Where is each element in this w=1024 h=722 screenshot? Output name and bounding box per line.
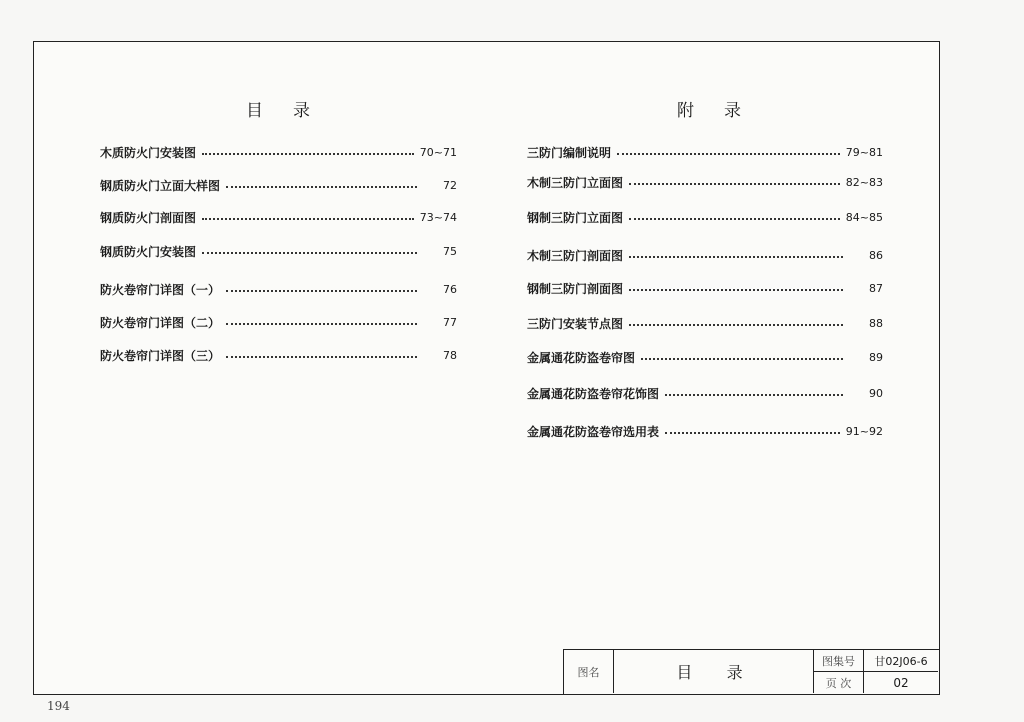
toc-entry[interactable] xyxy=(100,143,457,161)
leader-dots xyxy=(629,256,843,258)
atlas-number-label: 图集号 xyxy=(814,650,864,672)
toc-entry-label: 三防门安装节点图 xyxy=(527,316,624,331)
leader-dots xyxy=(226,186,417,188)
page-order-value: 02 xyxy=(893,675,909,690)
toc-entry-page: 79~81 xyxy=(845,145,883,159)
toc-entry-label: 防火卷帘门详图（一） xyxy=(100,282,221,297)
page-order-label: 页 次 xyxy=(814,672,864,693)
toc-entry[interactable] xyxy=(527,348,883,366)
toc-entry-page: 70~71 xyxy=(419,145,457,159)
toc-entry-label: 钢质防火门剖面图 xyxy=(100,210,197,225)
toc-entry-page: 88 xyxy=(869,316,883,330)
toc-entry-label: 木质防火门安装图 xyxy=(100,145,197,160)
toc-entry-page: 76 xyxy=(443,282,457,296)
toc-entry-label: 防火卷帘门详图（二） xyxy=(100,315,221,330)
leader-dots xyxy=(617,153,840,155)
toc-entry-label: 木制三防门剖面图 xyxy=(527,248,624,263)
right-column-title: 附录 xyxy=(677,101,771,121)
leader-dots xyxy=(665,432,840,434)
drawing-name-value: 目 录 xyxy=(614,650,814,693)
toc-entry-label: 防火卷帘门详图（三） xyxy=(100,348,221,363)
toc-entry-page: 77 xyxy=(443,315,457,329)
toc-entry-label: 金属通花防盗卷帘花饰图 xyxy=(527,386,660,401)
toc-entry-page: 91~92 xyxy=(845,424,883,438)
toc-entry-page: 89 xyxy=(869,350,883,364)
leader-dots xyxy=(629,183,840,185)
toc-entry-label: 钢质防火门立面大样图 xyxy=(100,178,221,193)
toc-entry-page: 78 xyxy=(443,348,457,362)
toc-entry-page: 73~74 xyxy=(419,210,457,224)
drawing-sheet xyxy=(33,41,940,695)
toc-entry[interactable] xyxy=(527,422,883,440)
toc-entry[interactable] xyxy=(527,208,883,226)
toc-entry[interactable] xyxy=(527,173,883,191)
toc-entry-label: 钢质防火门安装图 xyxy=(100,244,197,259)
left-column-title: 目录 xyxy=(246,101,340,121)
leader-dots xyxy=(629,324,843,326)
toc-entry-label: 三防门编制说明 xyxy=(527,145,612,160)
leader-dots xyxy=(202,153,414,155)
leader-dots xyxy=(641,358,843,360)
toc-entry[interactable] xyxy=(527,384,883,402)
toc-entry[interactable] xyxy=(527,279,883,297)
toc-entry[interactable] xyxy=(527,246,883,264)
toc-entry-page: 84~85 xyxy=(845,210,883,224)
toc-entry[interactable] xyxy=(100,313,457,331)
toc-entry[interactable] xyxy=(527,143,883,161)
leader-dots xyxy=(202,252,417,254)
toc-entry-label: 钢制三防门立面图 xyxy=(527,210,624,225)
leader-dots xyxy=(665,394,843,396)
toc-entry[interactable] xyxy=(100,242,457,260)
leader-dots xyxy=(226,356,417,358)
leader-dots xyxy=(629,289,843,291)
toc-entry-page: 72 xyxy=(443,178,457,192)
toc-entry-page: 86 xyxy=(869,248,883,262)
toc-entry-label: 金属通花防盗卷帘选用表 xyxy=(527,424,660,439)
toc-entry[interactable] xyxy=(100,346,457,364)
toc-entry-page: 90 xyxy=(869,386,883,400)
atlas-number-value: 甘02J06-6 xyxy=(864,650,938,672)
leader-dots xyxy=(629,218,840,220)
toc-entry-label: 金属通花防盗卷帘图 xyxy=(527,350,636,365)
book-page-number: 194 xyxy=(47,699,70,713)
toc-entry[interactable] xyxy=(527,314,883,332)
leader-dots xyxy=(202,218,414,220)
toc-entry-page: 87 xyxy=(869,281,883,295)
toc-entry-page: 75 xyxy=(443,244,457,258)
toc-entry-label: 木制三防门立面图 xyxy=(527,175,624,190)
toc-entry[interactable] xyxy=(100,208,457,226)
toc-entry-label: 钢制三防门剖面图 xyxy=(527,281,624,296)
toc-entry[interactable] xyxy=(100,280,457,298)
title-block xyxy=(563,649,940,695)
drawing-name-label: 图名 xyxy=(564,650,614,693)
leader-dots xyxy=(226,323,417,325)
leader-dots xyxy=(226,290,417,292)
toc-entry-page: 82~83 xyxy=(845,175,883,189)
toc-entry[interactable] xyxy=(100,176,457,194)
